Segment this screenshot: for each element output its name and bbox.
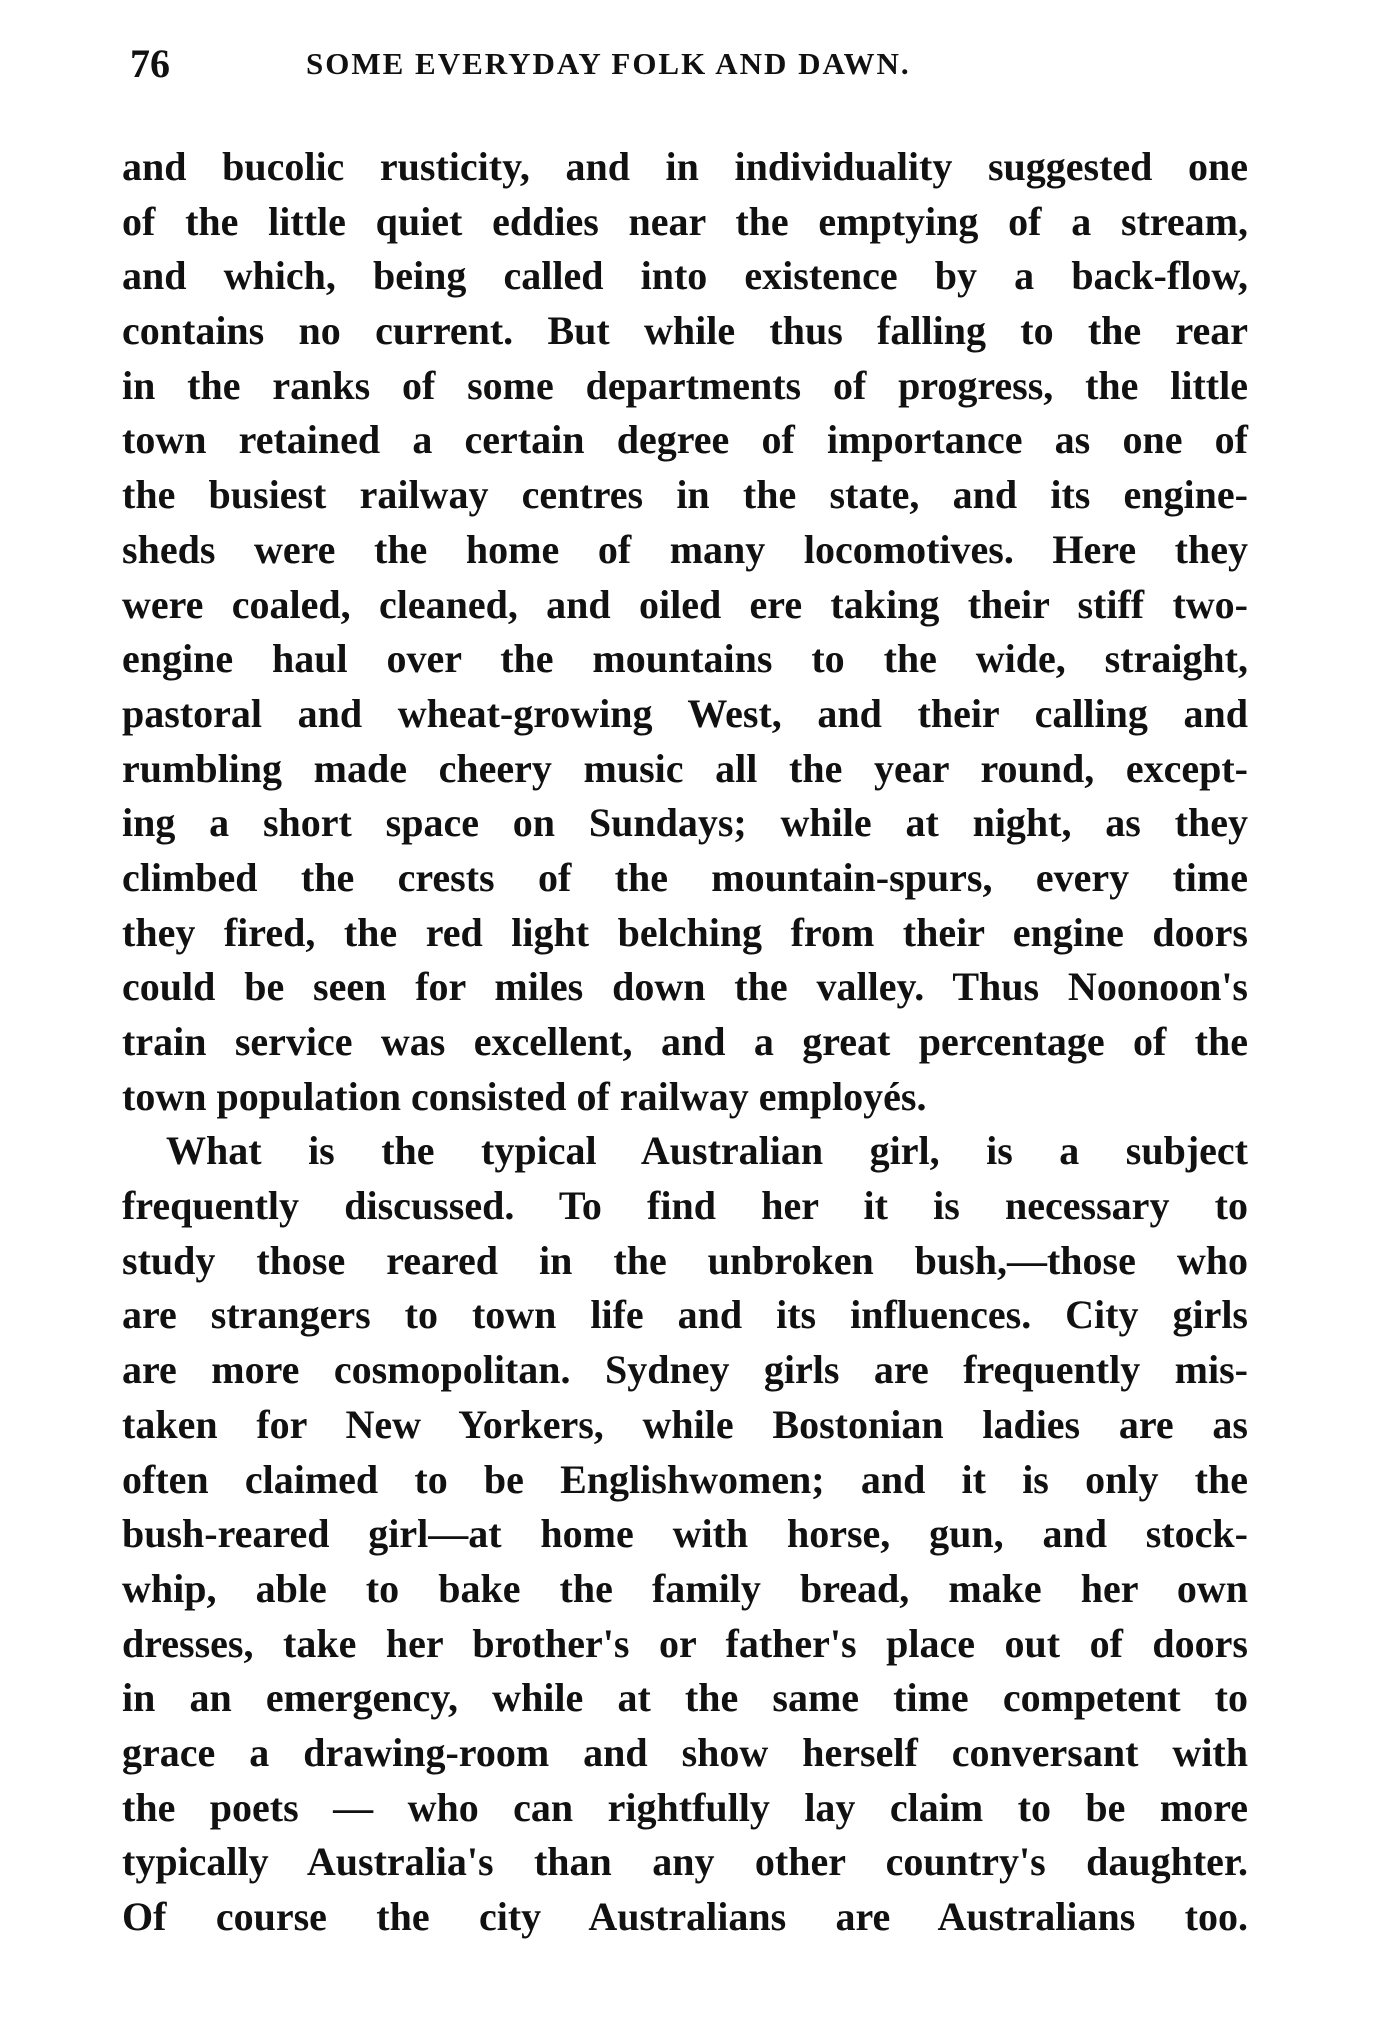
text-line: bush-reared girl—at home with horse, gun, and stock- bbox=[122, 1511, 1248, 1557]
text-line: What is the typical Australian girl, is a subject bbox=[166, 1128, 1248, 1174]
text-line: engine haul over the mountains to the wide, straight, bbox=[122, 636, 1248, 682]
running-title: SOME EVERYDAY FOLK AND DAWN. bbox=[306, 46, 911, 81]
page-number: 76 bbox=[130, 41, 170, 86]
text-line: are strangers to town life and its influences. City girls bbox=[122, 1292, 1248, 1338]
text-line: Of course the city Australians are Australians too. bbox=[122, 1894, 1248, 1939]
text-line: train service was excellent, and a great percentage of the bbox=[122, 1019, 1248, 1064]
text-line: the busiest railway centres in the state, and its engine- bbox=[122, 472, 1248, 518]
text-line: they fired, the red light belching from their engine doors bbox=[122, 909, 1248, 955]
text-line: dresses, take her brother's or father's place out of doors bbox=[122, 1620, 1248, 1666]
text-line: ing a short space on Sundays; while at night, as they bbox=[122, 800, 1248, 846]
text-line: often claimed to be Englishwomen; and it is only the bbox=[122, 1456, 1248, 1502]
text-line: in an emergency, while at the same time competent to bbox=[122, 1675, 1248, 1721]
text-line: typically Australia's than any other country's daughter. bbox=[122, 1839, 1248, 1885]
text-line: taken for New Yorkers, while Bostonian ladies are as bbox=[122, 1401, 1248, 1447]
paragraph bbox=[122, 140, 1248, 1124]
text-line: of the little quiet eddies near the emptying of a stream, bbox=[122, 198, 1248, 244]
text-line: whip, able to bake the family bread, make her own bbox=[122, 1565, 1248, 1611]
paragraph bbox=[122, 1124, 1248, 1944]
text-line: could be seen for miles down the valley. Thus Noonoon's bbox=[122, 964, 1248, 1010]
text-line: in the ranks of some departments of progress, the little bbox=[122, 362, 1248, 408]
text-line: grace a drawing-room and show herself conversant with bbox=[122, 1729, 1248, 1775]
text-line: and which, being called into existence by a back-flow, bbox=[122, 253, 1248, 299]
text-line: rumbling made cheery music all the year round, except- bbox=[122, 745, 1248, 791]
text-line: pastoral and wheat-growing West, and their calling and bbox=[122, 690, 1248, 736]
text-line: sheds were the home of many locomotives. Here they bbox=[122, 526, 1248, 572]
text-line: climbed the crests of the mountain-spurs, every time bbox=[122, 854, 1248, 900]
text-line: study those reared in the unbroken bush,—those who bbox=[122, 1237, 1248, 1283]
text-line: town retained a certain degree of importance as one of bbox=[122, 417, 1248, 463]
text-line: and bucolic rusticity, and in individuality suggested one bbox=[122, 144, 1248, 189]
text-line: town population consisted of railway employés. bbox=[122, 1073, 927, 1119]
body-text bbox=[122, 140, 1248, 1945]
text-line: were coaled, cleaned, and oiled ere taking their stiff two- bbox=[122, 581, 1248, 627]
text-line: contains no current. But while thus falling to the rear bbox=[122, 308, 1248, 354]
text-line: the poets — who can rightfully lay claim to be more bbox=[122, 1784, 1248, 1830]
text-line: are more cosmopolitan. Sydney girls are frequently mis- bbox=[122, 1347, 1248, 1393]
page-header bbox=[130, 40, 1250, 90]
text-line: frequently discussed. To find her it is necessary to bbox=[122, 1183, 1248, 1229]
